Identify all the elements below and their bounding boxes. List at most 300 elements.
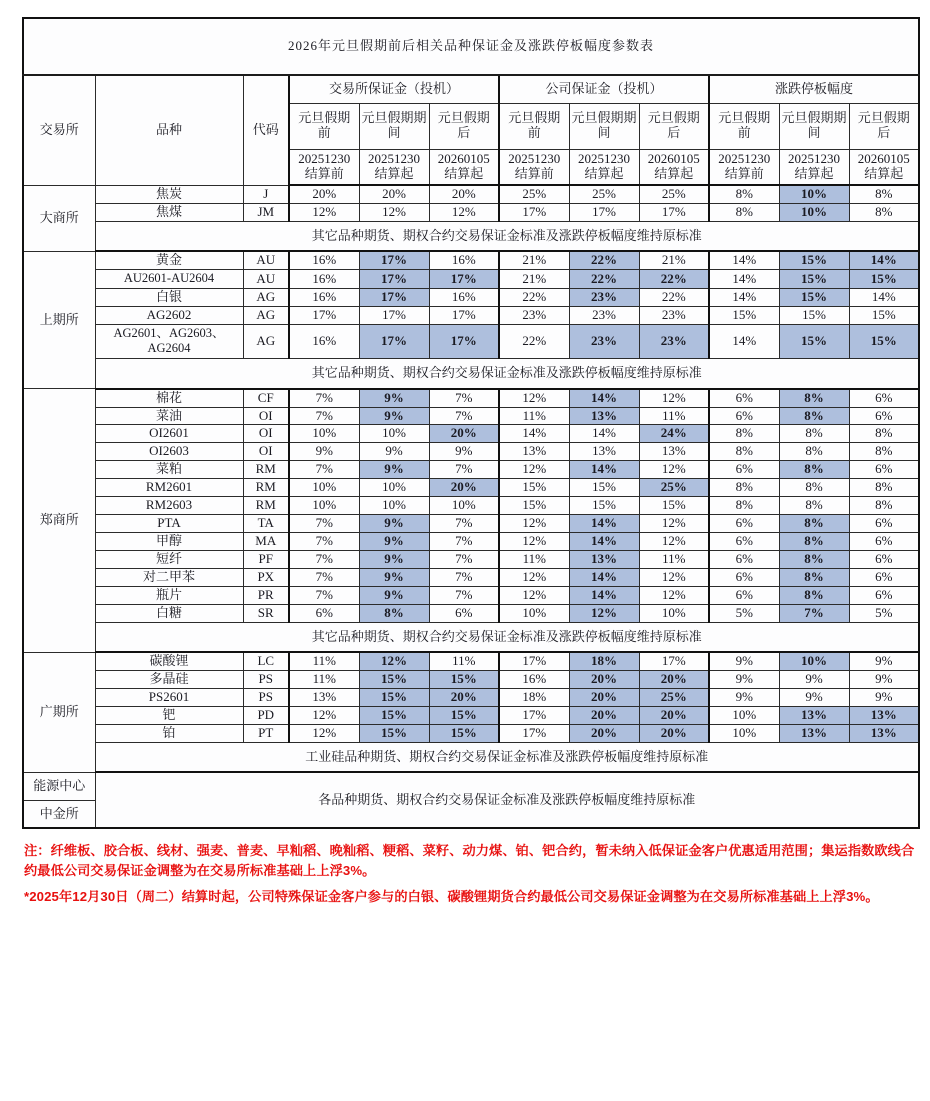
value-cell: 12% [639, 533, 709, 551]
value-cell: 9% [359, 586, 429, 604]
product-code: RM [243, 479, 289, 497]
value-cell: 18% [499, 689, 569, 707]
value-cell: 23% [639, 324, 709, 358]
value-cell: 11% [639, 551, 709, 569]
value-cell: 15% [569, 497, 639, 515]
value-cell: 6% [709, 461, 779, 479]
value-cell: 13% [639, 443, 709, 461]
product-name: 黄金 [95, 251, 243, 269]
table-row [23, 568, 919, 586]
value-cell: 13% [569, 551, 639, 569]
table-row [23, 671, 919, 689]
value-cell: 8% [779, 425, 849, 443]
value-cell: 14% [569, 568, 639, 586]
value-cell: 6% [709, 533, 779, 551]
table-row [23, 185, 919, 203]
value-cell: 17% [359, 306, 429, 324]
value-cell: 15% [499, 479, 569, 497]
product-code: RM [243, 497, 289, 515]
table-row [23, 407, 919, 425]
product-name: 碳酸锂 [95, 652, 243, 670]
product-code: OI [243, 425, 289, 443]
value-cell: 8% [709, 443, 779, 461]
value-cell: 8% [849, 479, 919, 497]
value-cell: 8% [779, 515, 849, 533]
value-cell: 13% [499, 443, 569, 461]
value-cell: 15% [709, 306, 779, 324]
product-code: TA [243, 515, 289, 533]
value-cell: 24% [639, 425, 709, 443]
value-cell: 12% [499, 389, 569, 407]
value-cell: 6% [849, 389, 919, 407]
product-code: PX [243, 568, 289, 586]
value-cell: 20% [569, 707, 639, 725]
date-digits: 20260105 [857, 150, 910, 166]
value-cell: 12% [499, 568, 569, 586]
value-cell: 12% [499, 515, 569, 533]
value-cell: 10% [709, 707, 779, 725]
value-cell: 17% [499, 652, 569, 670]
value-cell: 23% [569, 288, 639, 306]
value-cell: 7% [429, 586, 499, 604]
value-cell: 20% [289, 185, 359, 203]
value-cell: 8% [779, 586, 849, 604]
product-name: 白糖 [95, 604, 243, 622]
value-cell: 7% [429, 568, 499, 586]
value-cell: 7% [289, 586, 359, 604]
date-digits: 20251230 [788, 150, 840, 166]
value-cell: 10% [359, 425, 429, 443]
date-digits: 20260105 [647, 150, 700, 166]
value-cell: 7% [289, 551, 359, 569]
date-suffix: 结算起 [584, 165, 624, 181]
product-code: PR [243, 586, 289, 604]
value-cell: 8% [779, 551, 849, 569]
value-cell: 8% [709, 479, 779, 497]
value-cell: 17% [359, 270, 429, 289]
value-cell: 15% [359, 671, 429, 689]
value-cell: 8% [779, 443, 849, 461]
header-period-1-2: 元旦假期期间 [359, 103, 429, 149]
value-cell: 8% [849, 185, 919, 203]
section-note-row [23, 742, 919, 772]
value-cell: 15% [359, 689, 429, 707]
value-cell: 6% [709, 568, 779, 586]
value-cell: 12% [499, 533, 569, 551]
value-cell: 9% [709, 689, 779, 707]
value-cell: 20% [429, 185, 499, 203]
value-cell: 14% [569, 389, 639, 407]
value-cell: 12% [359, 652, 429, 670]
header-code: 代码 [243, 75, 289, 185]
value-cell: 15% [779, 306, 849, 324]
header-date-3-2 [779, 149, 849, 185]
value-cell: 9% [359, 533, 429, 551]
value-cell: 15% [359, 725, 429, 743]
value-cell: 8% [779, 479, 849, 497]
value-cell: 12% [569, 604, 639, 622]
value-cell: 8% [779, 568, 849, 586]
value-cell: 17% [359, 251, 429, 269]
value-cell: 9% [359, 443, 429, 461]
value-cell: 11% [499, 551, 569, 569]
value-cell: 12% [289, 707, 359, 725]
header-exchange: 交易所 [23, 75, 95, 185]
value-cell: 7% [779, 604, 849, 622]
tail-note: 各品种期货、期权合约交易保证金标准及涨跌停板幅度维持原标准 [95, 772, 919, 828]
value-cell: 6% [849, 586, 919, 604]
value-cell: 15% [779, 288, 849, 306]
table-row [23, 443, 919, 461]
value-cell: 11% [639, 407, 709, 425]
value-cell: 10% [779, 203, 849, 221]
header-date-3-1 [709, 149, 779, 185]
product-code: JM [243, 203, 289, 221]
header-date-1-2 [359, 149, 429, 185]
section-note-row [23, 221, 919, 251]
value-cell: 13% [849, 707, 919, 725]
value-cell: 10% [779, 185, 849, 203]
header-date-3-3 [849, 149, 919, 185]
value-cell: 10% [709, 725, 779, 743]
value-cell: 14% [849, 288, 919, 306]
value-cell: 5% [849, 604, 919, 622]
value-cell: 8% [849, 497, 919, 515]
header-date-2-3 [639, 149, 709, 185]
value-cell: 14% [709, 288, 779, 306]
value-cell: 9% [359, 568, 429, 586]
product-code: SR [243, 604, 289, 622]
value-cell: 21% [499, 251, 569, 269]
value-cell: 15% [429, 671, 499, 689]
value-cell: 8% [779, 389, 849, 407]
value-cell: 12% [639, 461, 709, 479]
product-code: PS [243, 689, 289, 707]
product-code: AG [243, 306, 289, 324]
value-cell: 12% [289, 725, 359, 743]
table-row [23, 652, 919, 670]
value-cell: 22% [499, 288, 569, 306]
section-note: 其它品种期货、期权合约交易保证金标准及涨跌停板幅度维持原标准 [95, 221, 919, 251]
value-cell: 17% [429, 306, 499, 324]
value-cell: 22% [569, 251, 639, 269]
value-cell: 14% [499, 425, 569, 443]
table-row [23, 425, 919, 443]
exchange-label: 大商所 [23, 185, 95, 251]
table-row [23, 707, 919, 725]
product-name: RM2603 [95, 497, 243, 515]
product-name: PTA [95, 515, 243, 533]
value-cell: 8% [849, 203, 919, 221]
value-cell: 10% [499, 604, 569, 622]
value-cell: 17% [499, 707, 569, 725]
value-cell: 12% [639, 568, 709, 586]
product-code: RM [243, 461, 289, 479]
date-suffix: 结算前 [514, 165, 554, 181]
table-row [23, 586, 919, 604]
value-cell: 25% [499, 185, 569, 203]
value-cell: 22% [639, 288, 709, 306]
value-cell: 6% [849, 568, 919, 586]
table-row [23, 461, 919, 479]
value-cell: 25% [639, 479, 709, 497]
product-code: PD [243, 707, 289, 725]
value-cell: 14% [569, 425, 639, 443]
value-cell: 8% [709, 203, 779, 221]
value-cell: 7% [289, 407, 359, 425]
section-note: 工业硅品种期货、期权合约交易保证金标准及涨跌停板幅度维持原标准 [95, 742, 919, 772]
value-cell: 7% [429, 551, 499, 569]
table-row [23, 725, 919, 743]
value-cell: 15% [779, 251, 849, 269]
page-title: 2026年元旦假期前后相关品种保证金及涨跌停板幅度参数表 [23, 18, 919, 75]
table-row [23, 306, 919, 324]
header-period-3-3: 元旦假期后 [849, 103, 919, 149]
header-product: 品种 [95, 75, 243, 185]
value-cell: 9% [849, 671, 919, 689]
table-row [23, 270, 919, 289]
value-cell: 10% [289, 497, 359, 515]
value-cell: 6% [849, 407, 919, 425]
value-cell: 7% [429, 389, 499, 407]
value-cell: 22% [569, 270, 639, 289]
product-code: OI [243, 407, 289, 425]
value-cell: 8% [359, 604, 429, 622]
value-cell: 20% [639, 707, 709, 725]
value-cell: 13% [779, 707, 849, 725]
value-cell: 11% [429, 652, 499, 670]
value-cell: 12% [429, 203, 499, 221]
value-cell: 17% [359, 288, 429, 306]
value-cell: 9% [359, 461, 429, 479]
value-cell: 6% [849, 551, 919, 569]
value-cell: 13% [849, 725, 919, 743]
date-suffix: 结算起 [374, 165, 414, 181]
value-cell: 13% [779, 725, 849, 743]
value-cell: 25% [639, 185, 709, 203]
value-cell: 16% [289, 288, 359, 306]
value-cell: 18% [569, 652, 639, 670]
header-period-3-1: 元旦假期前 [709, 103, 779, 149]
value-cell: 6% [289, 604, 359, 622]
exchange-label: 郑商所 [23, 389, 95, 653]
header-period-1-3: 元旦假期后 [429, 103, 499, 149]
header-period-1-1: 元旦假期前 [289, 103, 359, 149]
value-cell: 8% [779, 497, 849, 515]
product-name: OI2601 [95, 425, 243, 443]
value-cell: 14% [709, 324, 779, 358]
section-note-row [23, 622, 919, 652]
value-cell: 11% [499, 407, 569, 425]
value-cell: 23% [569, 324, 639, 358]
footnote-2: *2025年12月30日（周二）结算时起，公司特殊保证金客户参与的白银、碳酸锂期货合约最低公司交易保证金调整为在交易所标准基础上上浮3%。 [24, 888, 879, 904]
product-name: 瓶片 [95, 586, 243, 604]
product-code: AG [243, 288, 289, 306]
header-date-1-3 [429, 149, 499, 185]
product-name: 对二甲苯 [95, 568, 243, 586]
value-cell: 14% [849, 251, 919, 269]
value-cell: 8% [709, 185, 779, 203]
value-cell: 25% [639, 689, 709, 707]
value-cell: 6% [709, 389, 779, 407]
table-row [23, 389, 919, 407]
section-note: 其它品种期货、期权合约交易保证金标准及涨跌停板幅度维持原标准 [95, 622, 919, 652]
value-cell: 16% [289, 324, 359, 358]
value-cell: 20% [569, 671, 639, 689]
table-row [23, 604, 919, 622]
table-row [23, 203, 919, 221]
header-group-row [23, 75, 919, 103]
value-cell: 9% [359, 407, 429, 425]
value-cell: 10% [429, 497, 499, 515]
product-name: 焦炭 [95, 185, 243, 203]
header-period-2-2: 元旦假期期间 [569, 103, 639, 149]
product-code: PS [243, 671, 289, 689]
value-cell: 17% [359, 324, 429, 358]
date-suffix: 结算起 [794, 165, 834, 181]
value-cell: 17% [289, 306, 359, 324]
value-cell: 12% [359, 203, 429, 221]
value-cell: 9% [359, 551, 429, 569]
value-cell: 16% [289, 251, 359, 269]
value-cell: 7% [289, 461, 359, 479]
product-name: PS2601 [95, 689, 243, 707]
header-group-2: 公司保证金（投机） [499, 75, 709, 103]
value-cell: 14% [709, 251, 779, 269]
value-cell: 9% [779, 689, 849, 707]
value-cell: 15% [849, 270, 919, 289]
product-code: OI [243, 443, 289, 461]
product-name: 甲醇 [95, 533, 243, 551]
value-cell: 20% [639, 671, 709, 689]
value-cell: 14% [569, 533, 639, 551]
value-cell: 20% [429, 479, 499, 497]
value-cell: 9% [849, 689, 919, 707]
date-suffix: 结算起 [864, 165, 904, 181]
product-name: 棉花 [95, 389, 243, 407]
value-cell: 12% [639, 515, 709, 533]
value-cell: 21% [499, 270, 569, 289]
value-cell: 15% [359, 707, 429, 725]
value-cell: 14% [569, 586, 639, 604]
value-cell: 7% [289, 533, 359, 551]
table-row [23, 288, 919, 306]
value-cell: 16% [429, 288, 499, 306]
value-cell: 23% [499, 306, 569, 324]
value-cell: 20% [429, 425, 499, 443]
table-row [23, 324, 919, 358]
value-cell: 15% [429, 707, 499, 725]
date-suffix: 结算前 [724, 165, 764, 181]
value-cell: 12% [499, 461, 569, 479]
value-cell: 23% [639, 306, 709, 324]
product-name: OI2603 [95, 443, 243, 461]
date-digits: 20251230 [368, 150, 420, 166]
header-period-2-3: 元旦假期后 [639, 103, 709, 149]
value-cell: 16% [289, 270, 359, 289]
value-cell: 15% [499, 497, 569, 515]
value-cell: 17% [569, 203, 639, 221]
tail-label-cffex: 中金所 [23, 800, 95, 828]
table-row [23, 497, 919, 515]
value-cell: 7% [429, 407, 499, 425]
footnotes-block [22, 841, 924, 905]
date-digits: 20251230 [508, 150, 561, 166]
value-cell: 17% [429, 270, 499, 289]
section-note: 其它品种期货、期权合约交易保证金标准及涨跌停板幅度维持原标准 [95, 359, 919, 389]
value-cell: 11% [289, 671, 359, 689]
footnote-1: 注：纤维板、胶合板、线材、强麦、普麦、早籼稻、晚籼稻、粳稻、菜籽、动力煤、铂、钯合约，暂未纳入低保证金客户优惠适用范围；集运指数欧线合约最低公司交易保证金调整为在交易所标准基础上上浮3%。 [24, 843, 915, 878]
value-cell: 6% [849, 533, 919, 551]
value-cell: 13% [289, 689, 359, 707]
value-cell: 20% [429, 689, 499, 707]
value-cell: 15% [779, 270, 849, 289]
value-cell: 14% [569, 461, 639, 479]
product-code: J [243, 185, 289, 203]
product-code: AU [243, 251, 289, 269]
date-digits: 20251230 [298, 150, 351, 166]
header-period-3-2: 元旦假期期间 [779, 103, 849, 149]
product-name: 多晶硅 [95, 671, 243, 689]
value-cell: 20% [569, 689, 639, 707]
product-name: 钯 [95, 707, 243, 725]
product-name: 焦煤 [95, 203, 243, 221]
value-cell: 20% [639, 725, 709, 743]
value-cell: 10% [639, 604, 709, 622]
title-row [23, 18, 919, 75]
date-digits: 20251230 [718, 150, 771, 166]
value-cell: 20% [359, 185, 429, 203]
value-cell: 12% [639, 389, 709, 407]
tail-row-energy [23, 772, 919, 800]
product-name: RM2601 [95, 479, 243, 497]
product-code: AG [243, 324, 289, 358]
product-code: LC [243, 652, 289, 670]
value-cell: 21% [639, 251, 709, 269]
value-cell: 15% [569, 479, 639, 497]
date-digits: 20260105 [437, 150, 490, 166]
value-cell: 6% [849, 461, 919, 479]
value-cell: 15% [849, 306, 919, 324]
product-name: 短纤 [95, 551, 243, 569]
date-suffix: 结算起 [444, 165, 484, 181]
value-cell: 9% [849, 652, 919, 670]
product-code: CF [243, 389, 289, 407]
date-suffix: 结算起 [654, 165, 694, 181]
value-cell: 10% [779, 652, 849, 670]
value-cell: 8% [709, 497, 779, 515]
value-cell: 8% [709, 425, 779, 443]
value-cell: 23% [569, 306, 639, 324]
value-cell: 8% [779, 461, 849, 479]
value-cell: 7% [429, 533, 499, 551]
table-row [23, 551, 919, 569]
value-cell: 14% [709, 270, 779, 289]
value-cell: 7% [429, 515, 499, 533]
table-row [23, 689, 919, 707]
value-cell: 12% [639, 586, 709, 604]
value-cell: 6% [709, 586, 779, 604]
exchange-label: 广期所 [23, 652, 95, 772]
value-cell: 7% [429, 461, 499, 479]
table-row [23, 533, 919, 551]
value-cell: 17% [639, 203, 709, 221]
value-cell: 9% [709, 671, 779, 689]
value-cell: 22% [499, 324, 569, 358]
value-cell: 8% [849, 443, 919, 461]
date-digits: 20251230 [578, 150, 630, 166]
value-cell: 17% [429, 324, 499, 358]
